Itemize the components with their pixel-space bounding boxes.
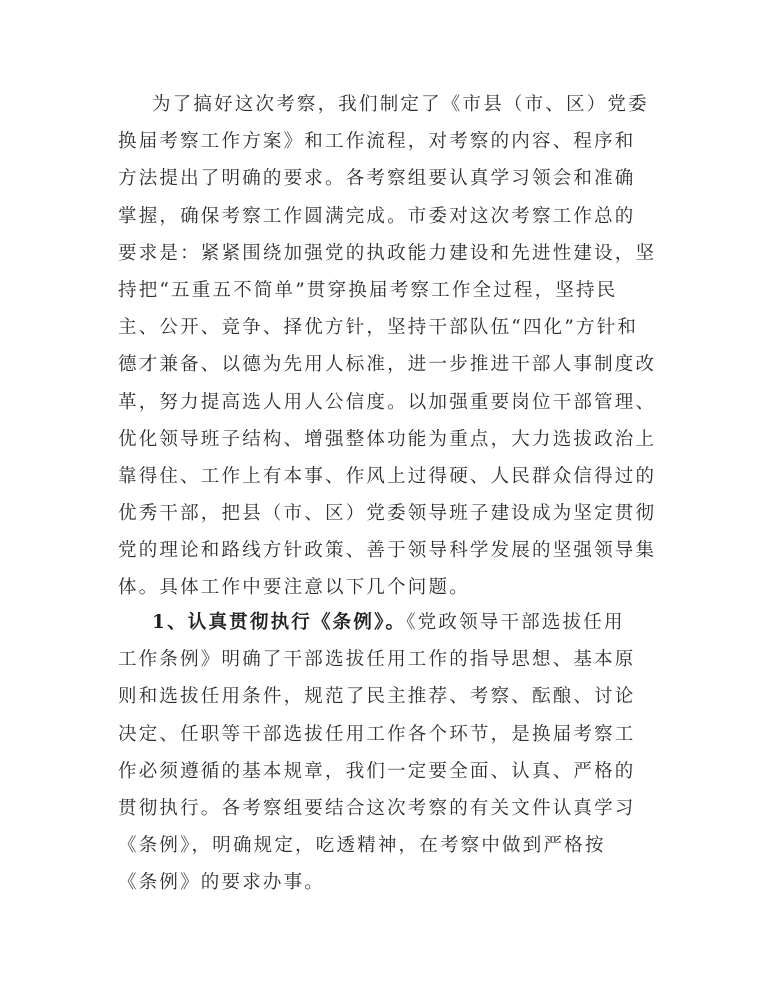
text-line: 《条例》的要求办事。 — [118, 872, 326, 894]
text-line: 方法提出了明确的要求。各考察组要认真学习领会和准确 — [118, 168, 636, 190]
text-line: 工作条例》明确了干部选拔任用工作的指导思想、基本原 — [118, 649, 636, 671]
text-line: 为了搞好这次考察，我们制定了《市县（市、区）党委 — [152, 94, 649, 115]
text-line: 靠得住、工作上有本事、作风上过得硬、人民群众信得过的 — [118, 465, 657, 487]
text-line: 作必须遵循的基本规章，我们一定要全面、认真、严格的 — [118, 760, 636, 782]
text-line: 持把“五重五不简单”贯穿换届考察工作全过程，坚持民 — [118, 279, 618, 301]
text-line: 要求是：紧紧围绕加强党的执政能力建设和先进性建设，坚 — [118, 242, 657, 264]
text-line: 掌握，确保考察工作圆满完成。市委对这次考察工作总的 — [118, 205, 636, 227]
text-line: 德才兼备、以德为先用人标准，进一步推进干部人事制度改 — [118, 354, 657, 376]
text-line: 优化领导班子结构、增强整体功能为重点，大力选拔政治上 — [118, 428, 657, 450]
text-line: 则和选拔任用条件，规范了民主推荐、考察、酝酿、讨论 — [118, 686, 636, 708]
text-line: 党的理论和路线方针政策、善于领导科学发展的坚强领导集 — [118, 540, 657, 562]
section-heading: 1、认真贯彻执行《条例》。 — [152, 612, 407, 633]
text-line: 换届考察工作方案》和工作流程，对考察的内容、程序和 — [118, 131, 636, 153]
text-line: 体。具体工作中要注意以下几个问题。 — [118, 577, 470, 599]
text-line: 主、公开、竞争、择优方针，坚持干部队伍“四化”方针和 — [118, 317, 639, 339]
text-line: 决定、任职等干部选拔任用工作各个环节，是换届考察工 — [118, 723, 636, 745]
text-line: 贯彻执行。各考察组要结合这次考察的有关文件认真学习 — [118, 797, 636, 819]
paragraph-implement-regulations — [118, 604, 658, 902]
text-fragment: 《党政领导干部选拔任用 — [406, 612, 625, 633]
paragraph-inspection-requirements — [118, 86, 658, 607]
text-line: 《条例》，明确规定，吃透精神，在考察中做到严格按 — [118, 835, 606, 857]
text-line: 优秀干部，把县（市、区）党委领导班子建设成为坚定贯彻 — [118, 503, 657, 525]
text-line: 革，努力提高选人用人公信度。以加强重要岗位干部管理、 — [118, 391, 657, 413]
text-line-with-heading — [118, 604, 658, 641]
